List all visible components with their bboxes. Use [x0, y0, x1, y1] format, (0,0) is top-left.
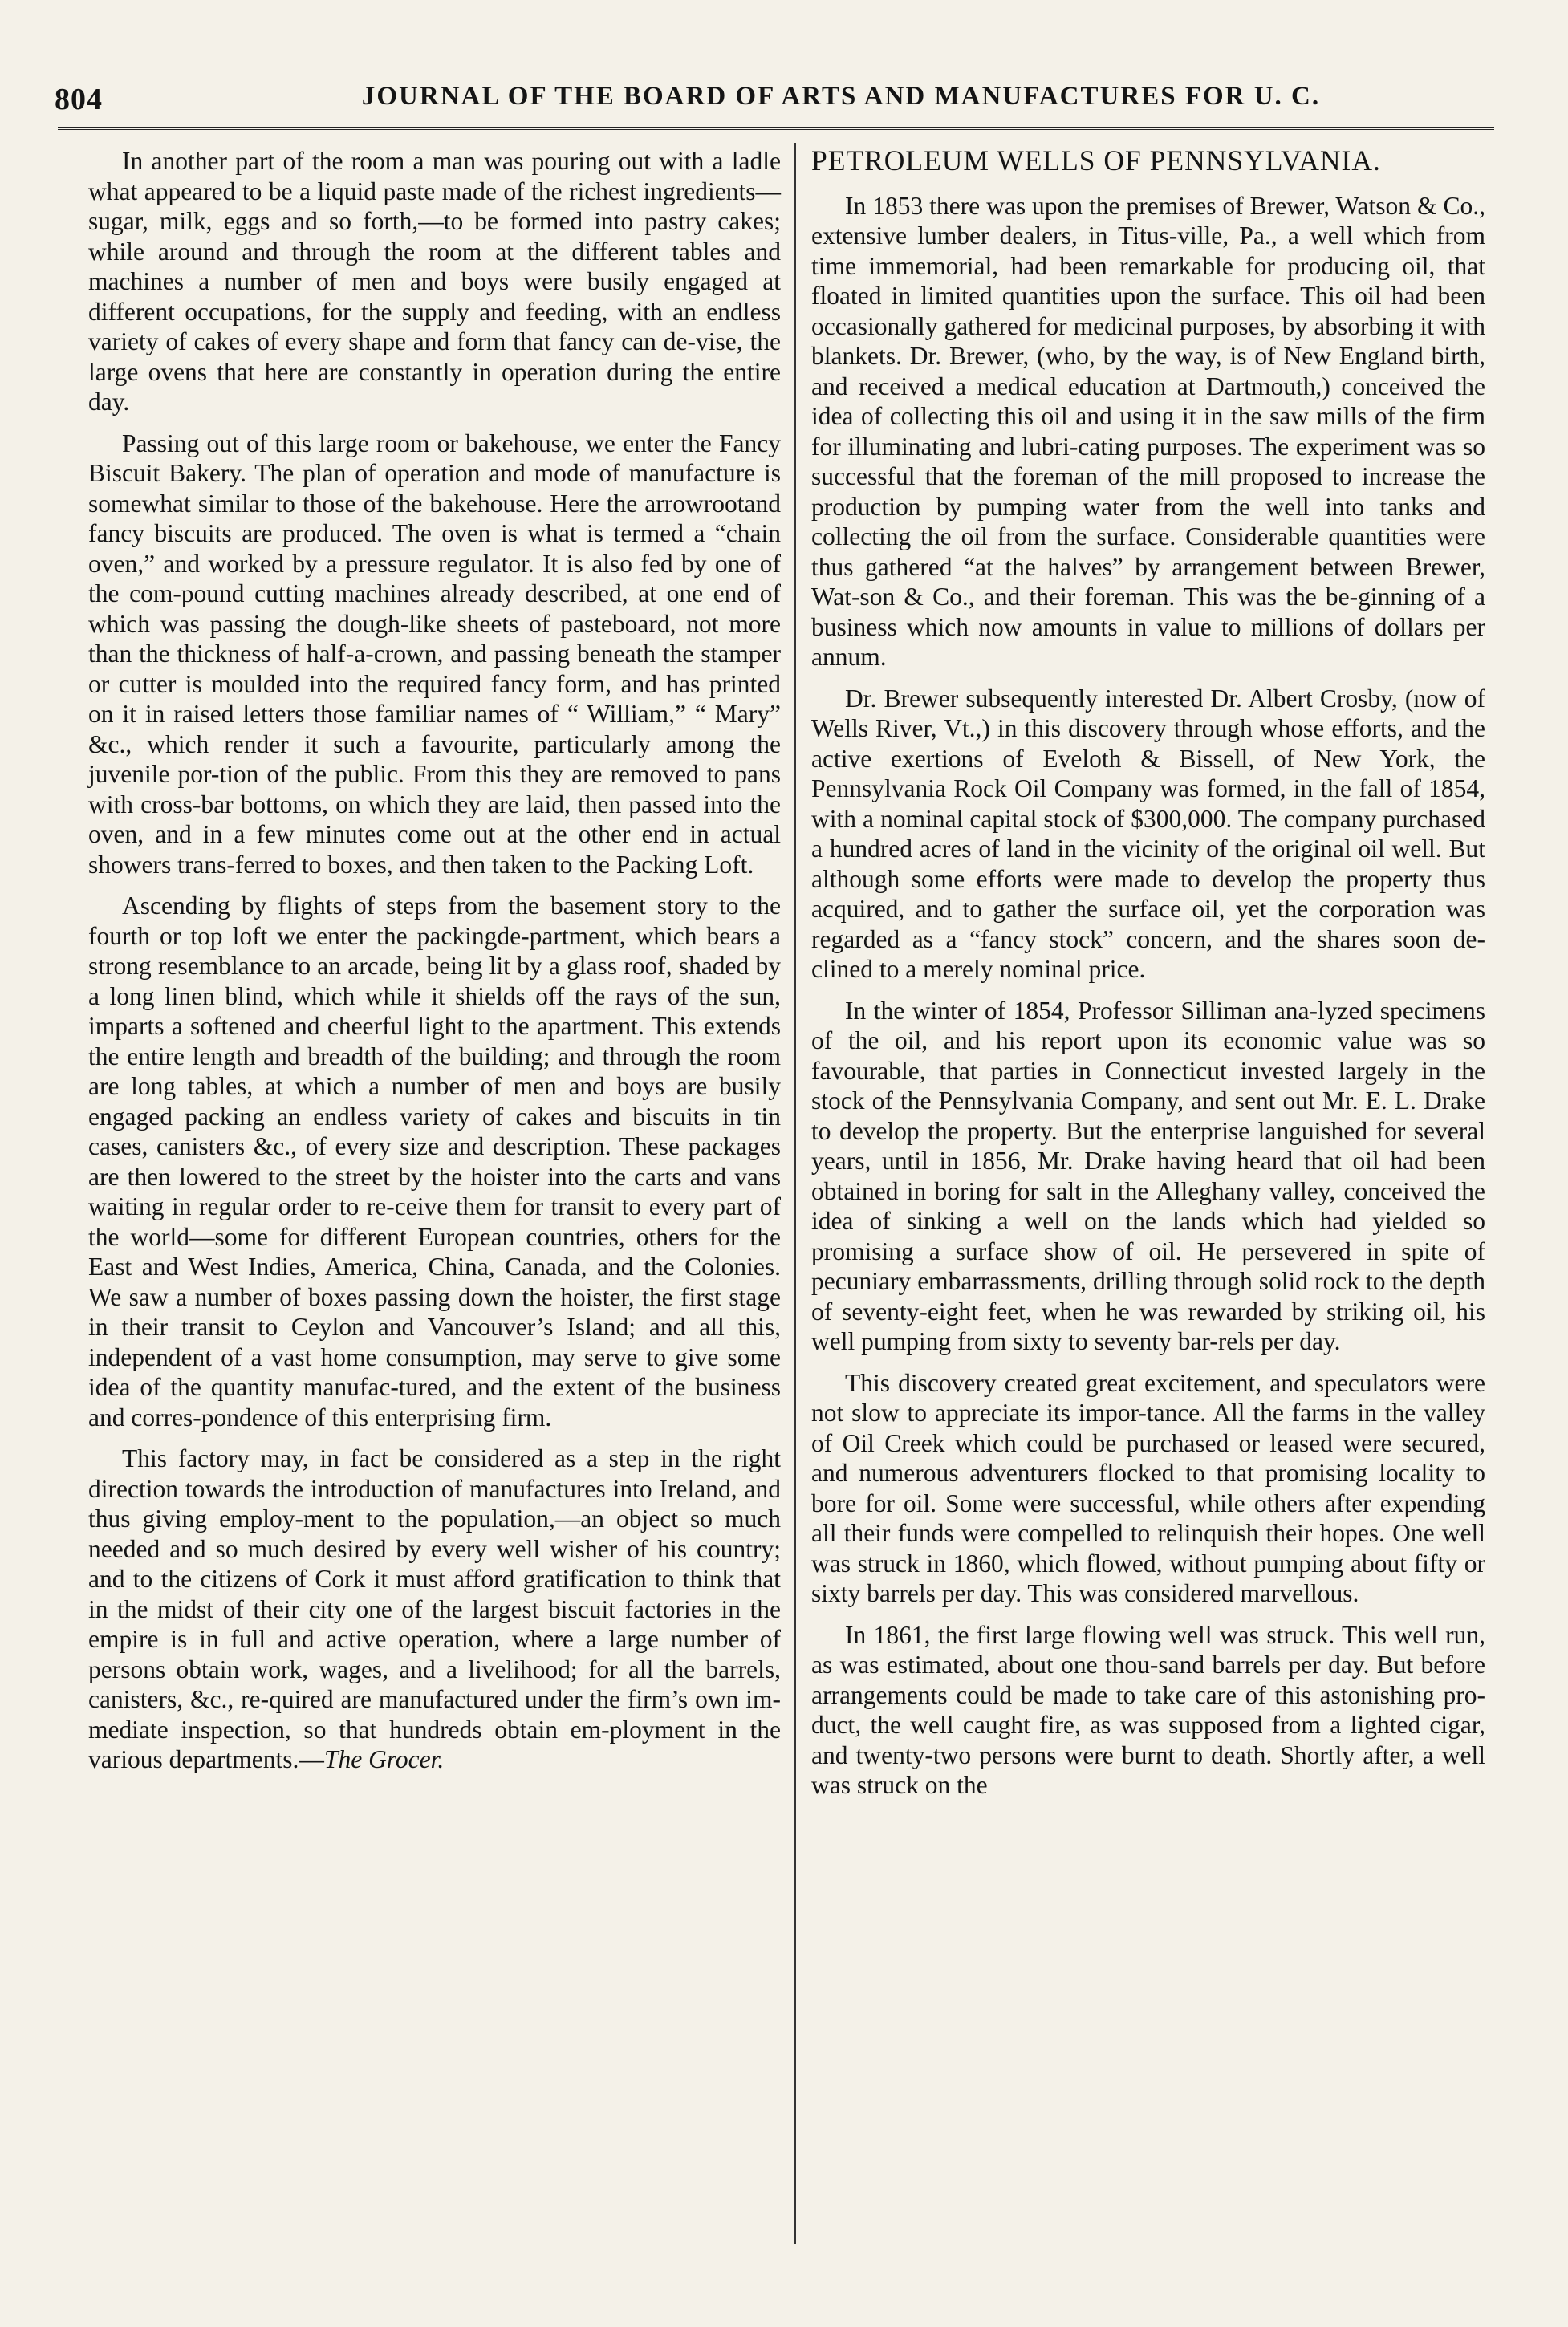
- paragraph: In 1861, the first large flowing well was struck. This well run, as was estimated, about one thou-sand barrels per day. But before arrangements could be made to take care of this astonishing pro-duct, the well caught fire, as was supposed from a lighted cigar, and twenty-two persons were burnt to death. Shortly after, a well was struck on the: [811, 1620, 1485, 1799]
- paragraph: Passing out of this large room or bakehouse, we enter the Fancy Biscuit Bakery. The plan of operation and mode of manufacture is somewhat similar to those of the bakehouse. Here the arrowrootand fancy biscuits are produced. The oven is what is termed a “chain oven,” and worked by a pressure regulator. It is also fed by one of the com-pound cutting machines already described, at one end of which was passing the dough-like sheets of pasteboard, not more than the thickness of half-a-crown, and passing beneath the stamper or cutter is moulded into the required fancy form, and has printed on it in raised letters those familiar names of “ William,” “ Mary” &c., which render it such a favourite, particularly among the juvenile por-tion of the public. From this they are removed to pans with cross-bar bottoms, on which they are laid, then passed into the oven, and in a few minutes come out at the other end in actual showers trans-ferred to boxes, and then taken to the Packing Loft.: [88, 428, 781, 879]
- page-number: 804: [55, 83, 103, 116]
- paragraph: Dr. Brewer subsequently interested Dr. Albert Crosby, (now of Wells River, Vt.,) in this discovery through whose efforts, and the active exertions of Eveloth & Bissell, of New York, the Pennsylvania Rock Oil Company was formed, in the fall of 1854, with a nominal capital stock of $300,000. The company purchased a hundred acres of land in the vicinity of the original oil well. But although some efforts were made to develop the property thus acquired, and to gather the surface oil, yet the corporation was regarded as a “fancy stock” concern, and the shares soon de-clined to a merely nominal price.: [811, 684, 1485, 983]
- running-head: JOURNAL OF THE BOARD OF ARTS AND MANUFACTURES FOR U. C.: [361, 82, 1321, 111]
- page-header: [55, 82, 1494, 124]
- article-title: PETROLEUM WELLS OF PENNSYLVANIA.: [811, 144, 1381, 177]
- paragraph: This discovery created great excitement, and speculators were not slow to appreciate its impor-tance. All the farms in the valley of Oil Creek which could be purchased or leased were secured, and numerous adventurers flocked to that promising locality to bore for oil. Some were successful, while others after expending all their funds were compelled to relinquish their hopes. One well was struck in 1860, which flowed, without pumping about fifty or sixty barrels per day. This was considered marvellous.: [811, 1368, 1485, 1607]
- paragraph-text: This factory may, in fact be considered as a step in the right direction towards the introduction of manufactures into Ireland, and thus giving employ-ment to the population,—an object so much needed and so much desired by every well wisher of his country; and to the citizens of Cork it must afford gratification to think that in the midst of their city one of the largest biscuit factories in the empire is in full and active operation, where a large number of persons obtain work, wages, and a livelihood; for all the barrels, canisters, &c., re-quired are manufactured under the firm’s own im-mediate inspection, so that hundreds obtain em-ployment in the various departments.—: [88, 1444, 781, 1773]
- paragraph: Ascending by flights of steps from the basement story to the fourth or top loft we enter the packingde-partment, which bears a strong resemblance to an arcade, being lit by a glass roof, shaded by a long linen blind, which while it shields off the rays of the sun, imparts a softened and cheerful light to the apartment. This extends the entire length and breadth of the building; and through the room are long tables, at which a number of men and boys are busily engaged packing an endless variety of cakes and biscuits in tin cases, canisters &c., of every size and description. These packages are then lowered to the street by the hoister into the carts and vans waiting in regular order to re-ceive them for transit to every part of the world—some for different European countries, others for the East and West Indies, America, China, Canada, and the Colonies. We saw a number of boxes passing down the hoister, the first stage in their transit to Ceylon and Vancouver’s Island; and all this, independent of a vast home consumption, may serve to give some idea of the quantity manufac-tured, and the extent of the business and corres-pondence of this enterprising firm.: [88, 891, 781, 1432]
- attribution: The Grocer.: [323, 1745, 445, 1773]
- paragraph-with-attribution: [88, 1444, 781, 1775]
- paragraph: In 1853 there was upon the premises of Brewer, Watson & Co., extensive lumber dealers, in Titus-ville, Pa., a well which from time immemorial, had been remarkable for producing oil, that floated in limited quantities upon the surface. This oil had been occasionally gathered for medicinal purposes, by absorbing it with blankets. Dr. Brewer, (who, by the way, is of New England birth, and received a medical education at Dartmouth,) conceived the idea of collecting this oil and using it in the saw mills of the firm for illuminating and lubri-cating purposes. The experiment was so successful that the foreman of the mill proposed to increase the production by pumping water from the well into tanks and collecting the oil from the surface. Considerable quantities were thus gathered “at the halves” by arrangement between Brewer, Wat-son & Co., and their foreman. This was the be-ginning of a business which now amounts in value to millions of dollars per annum.: [811, 191, 1485, 671]
- paragraph: In the winter of 1854, Professor Silliman ana-lyzed specimens of the oil, and his report upon its economic value was so favourable, that parties in Connecticut invested largely in the stock of the Pennsylvania Company, and sent out Mr. E. L. Drake to develop the property. But the enterprise languished for several years, until in 1856, Mr. Drake having heard that oil had been obtained in boring for salt in the Alleghany valley, conceived the idea of sinking a well on the lands which had yielded so promising a surface show of oil. He persevered in spite of pecuniary embarrassments, drilling through solid rock to the depth of seventy-eight feet, when he was rewarded by striking oil, his well pumping from sixty to seventy bar-rels per day.: [811, 996, 1485, 1355]
- left-column: [88, 146, 781, 1786]
- header-rule: [58, 127, 1494, 130]
- right-column: [811, 146, 1485, 1812]
- paragraph: In another part of the room a man was pouring out with a ladle what appeared to be a liquid paste made of the richest ingredients—sugar, milk, eggs and so forth,—to be formed into pastry cakes; while around and through the room at the different tables and machines a number of men and boys were busily engaged at different occupations, for the supply and feeding, with an endless variety of cakes of every shape and form that fancy can de-vise, the large ovens that here are constantly in operation during the entire day.: [88, 147, 781, 416]
- column-divider: [794, 143, 796, 2244]
